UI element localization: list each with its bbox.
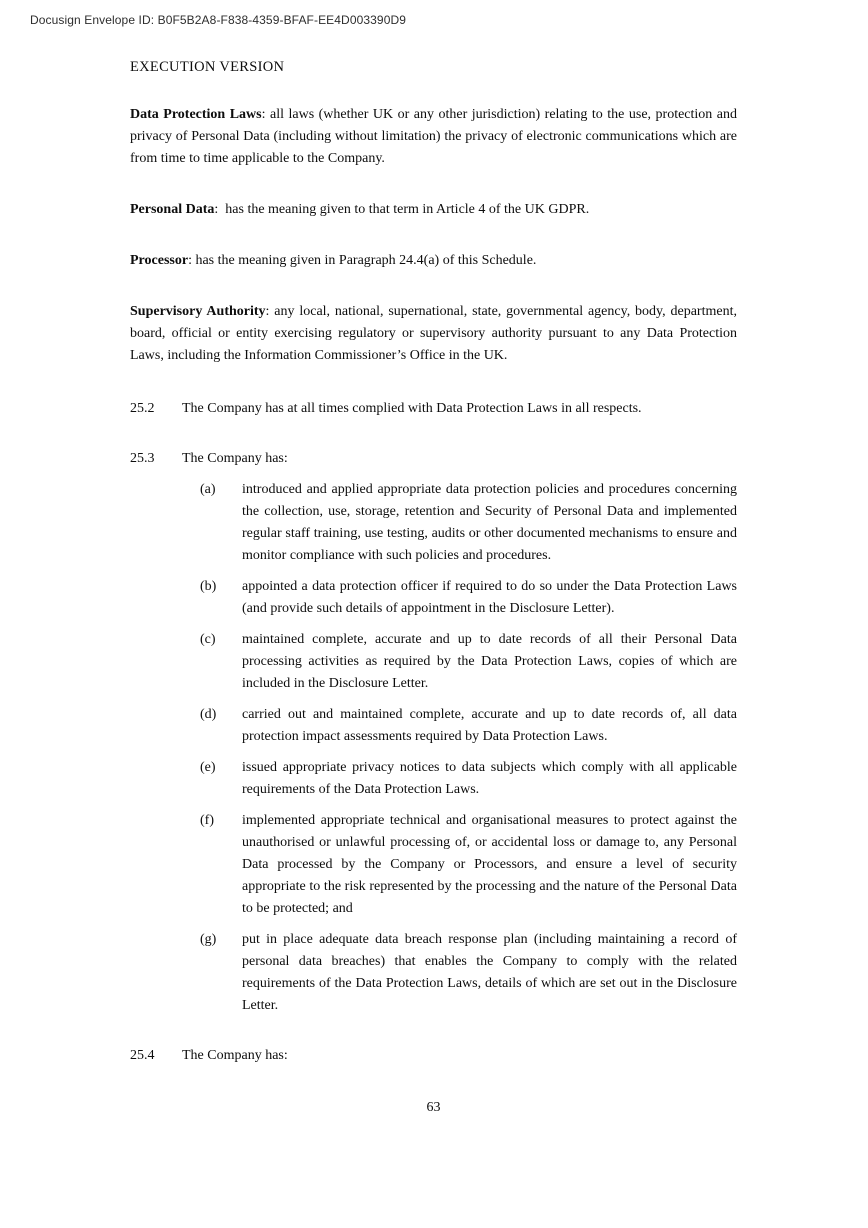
subitem-text: put in place adequate data breach response plan (including maintaining a record of personal data breaches) that enables the Company to comply with the related requirements of the Data Protection Laws, details of which are set out in the Disclosure Letter. bbox=[242, 932, 737, 1013]
subitem-label: (c) bbox=[200, 632, 216, 647]
definition-body: : all laws (whether UK or any other jurisdiction) relating to the use, protection and privacy of Personal Data (including without limitation) the privacy of electronic communications which are from time to time applicable to the Company. bbox=[130, 107, 738, 166]
subitem-label: (b) bbox=[200, 579, 217, 594]
subitem-a bbox=[130, 479, 737, 567]
definition-supervisory-authority bbox=[130, 301, 737, 367]
clause-text: The Company has: bbox=[182, 451, 288, 466]
definition-body: : any local, national, supernational, state, governmental agency, body, department, board, official or entity exercising regulatory or supervisory authority pursuant to any Data Protection Laws, including the Information Commissioner’s Office in the UK. bbox=[130, 304, 737, 363]
subitem-text: carried out and maintained complete, accurate and up to date records of, all data protection impact assessments required by Data Protection Laws. bbox=[242, 707, 737, 744]
execution-version-header: EXECUTION VERSION bbox=[130, 59, 285, 75]
definition-body: : has the meaning given to that term in Article 4 of the UK GDPR. bbox=[214, 202, 590, 217]
subitem-b bbox=[130, 576, 737, 620]
subitem-label: (g) bbox=[200, 932, 217, 947]
clause-25-3-sublist bbox=[130, 479, 737, 1017]
subitem-label: (a) bbox=[200, 482, 216, 497]
subitem-text: maintained complete, accurate and up to date records of all their Personal Data processing activities as required by the Data Protection Laws, copies of which are included in the Disclosure Letter. bbox=[242, 632, 737, 691]
definition-term: Processor bbox=[130, 253, 189, 268]
subitem-label: (d) bbox=[200, 707, 217, 722]
definition-term: Data Protection Laws bbox=[130, 107, 262, 122]
subitem-text: introduced and applied appropriate data protection policies and procedures concerning the collection, use, storage, retention and Security of Personal Data and implemented regular staff training, use testing, audits or other documented mechanisms to ensure and monitor compliance with such policies and procedures. bbox=[242, 482, 737, 563]
clause-number: 25.2 bbox=[130, 401, 155, 416]
definition-term: Personal Data bbox=[130, 202, 215, 217]
subitem-text: issued appropriate privacy notices to data subjects which comply with all applicable requirements of the Data Protection Laws. bbox=[242, 760, 737, 797]
clause-25-2 bbox=[130, 398, 737, 420]
clause-25-4 bbox=[130, 1045, 737, 1067]
definition-term: Supervisory Authority bbox=[130, 304, 266, 319]
clause-25-3 bbox=[130, 448, 737, 470]
subitem-g bbox=[130, 929, 737, 1017]
subitem-c bbox=[130, 629, 737, 695]
subitem-f bbox=[130, 810, 737, 920]
definition-processor bbox=[130, 250, 737, 272]
subitem-label: (e) bbox=[200, 760, 216, 775]
definition-data-protection-laws bbox=[130, 104, 737, 170]
subitem-text: appointed a data protection officer if required to do so under the Data Protection Laws (and provide such details of appointment in the Disclosure Letter). bbox=[242, 579, 737, 616]
clause-number: 25.3 bbox=[130, 451, 155, 466]
subitem-label: (f) bbox=[200, 813, 214, 828]
page-number: 63 bbox=[426, 1100, 441, 1115]
docusign-envelope-id: Docusign Envelope ID: B0F5B2A8-F838-4359-BFAF-EE4D003390D9 bbox=[30, 13, 407, 27]
subitem-text: implemented appropriate technical and organisational measures to protect against the unauthorised or unlawful processing of, or accidental loss or damage to, any Personal Data processed by the Company or Processors, and ensure a level of security appropriate to the risk represented by the processing and the nature of the Personal Data to be protected; and bbox=[242, 813, 737, 916]
subitem-e bbox=[130, 757, 737, 801]
definition-body: : has the meaning given in Paragraph 24.4(a) of this Schedule. bbox=[188, 253, 537, 268]
definition-personal-data bbox=[130, 199, 737, 221]
page-content bbox=[130, 56, 737, 1119]
clause-text: The Company has: bbox=[182, 1048, 288, 1063]
clause-text: The Company has at all times complied with Data Protection Laws in all respects. bbox=[182, 401, 642, 416]
subitem-d bbox=[130, 704, 737, 748]
clause-number: 25.4 bbox=[130, 1048, 155, 1063]
